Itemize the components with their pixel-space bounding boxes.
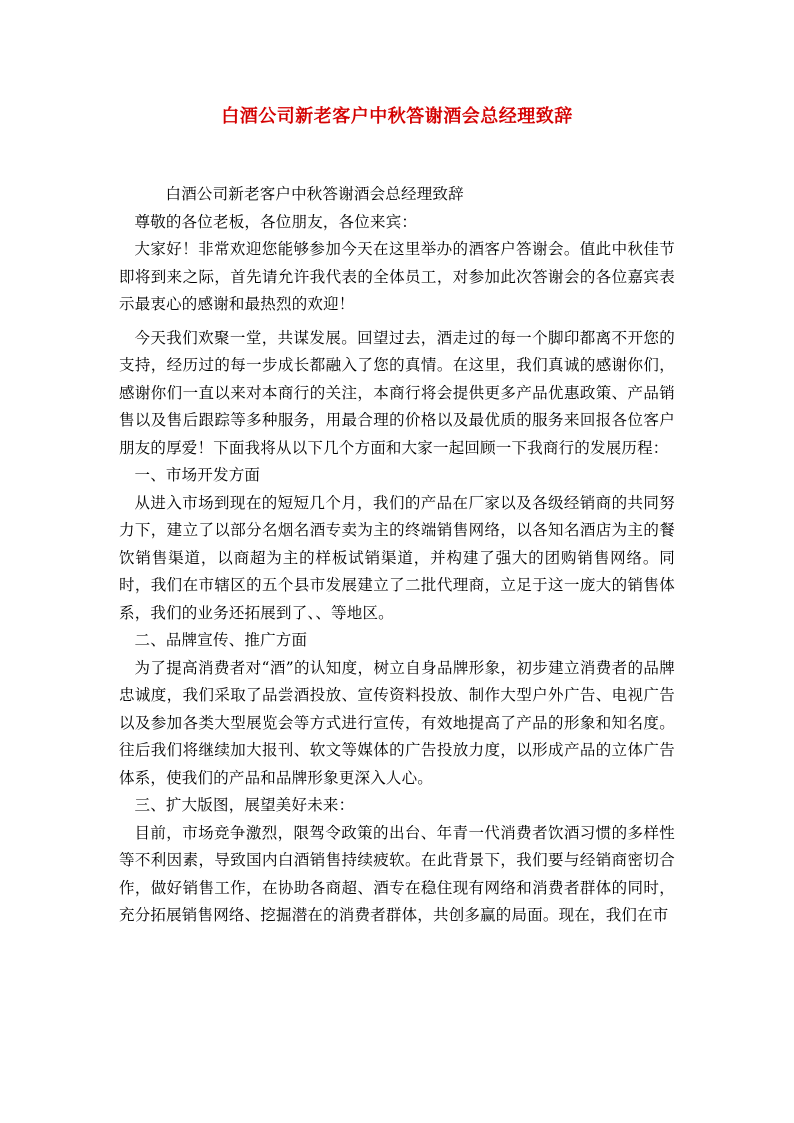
section-heading-brand: 二、品牌宣传、推广方面 xyxy=(134,631,308,649)
expansion-paragraph: 目前，市场竞争激烈，限驾令政策的出台、年青一代消费者饮酒习惯的多样性等不利因素，导致国内白酒销售持续疲软。在此背景下，我们要与经销商密切合作，做好销售工作，在协助各商超、酒专在稳住现有网络和消费者群体的同时，充分拓展销售网络、挖掘潜在的消费者群体，共创多赢的局面。现在，我们在市 xyxy=(119,823,675,924)
section-heading-expansion: 三、扩大版图，展望美好未来： xyxy=(134,796,355,814)
document-title: 白酒公司新老客户中秋答谢酒会总经理致辞 xyxy=(221,106,573,127)
section-heading-market: 一、市场开发方面 xyxy=(134,466,261,484)
document-body xyxy=(119,181,675,930)
review-paragraph: 今天我们欢聚一堂，共谋发展。回望过去，酒走过的每一个脚印都离不开您的支持，经历过的每一步成长都融入了您的真情。在这里，我们真诚的感谢你们，感谢你们一直以来对本商行的关注，本商行将会提供更多产品优惠政策、产品销售以及售后跟踪等多种服务，用最合理的价格以及最优质的服务来回报各位客户朋友的厚爱！下面我将从以下几个方面和大家一起回顾一下我商行的发展历程： xyxy=(119,328,675,457)
market-paragraph: 从进入市场到现在的短短几个月，我们的产品在厂家以及各级经销商的共同努力下，建立了以部分名烟名酒专卖为主的终端销售网络，以各知名酒店为主的餐饮销售渠道，以商超为主的样板试销渠道，并构建了强大的团购销售网络。同时，我们在市辖区的五个县市发展建立了二批代理商，立足于这一庞大的销售体系，我们的业务还拓展到了、、等地区。 xyxy=(119,493,675,622)
subtitle-paragraph: 白酒公司新老客户中秋答谢酒会总经理致辞 xyxy=(165,185,464,203)
salutation-paragraph: 尊敬的各位老板，各位朋友，各位来宾： xyxy=(134,212,418,231)
welcome-paragraph: 大家好！非常欢迎您能够参加今天在这里举办的酒客户答谢会。值此中秋佳节即将到来之际，首先请允许我代表的全体员工，对参加此次答谢会的各位嘉宾表示最衷心的感谢和最热烈的欢迎！ xyxy=(119,240,675,313)
brand-paragraph: 为了提高消费者对“酒”的认知度，树立自身品牌形象，初步建立消费者的品牌忠诚度，我们采取了品尝酒投放、宣传资料投放、制作大型户外广告、电视广告以及参加各类大型展览会等方式进行宣传，有效地提高了产品的形象和知名度。往后我们将继续加大报刊、软文等媒体的广告投放力度，以形成产品的立体广告体系，使我们的产品和品牌形象更深入人心。 xyxy=(119,658,675,787)
